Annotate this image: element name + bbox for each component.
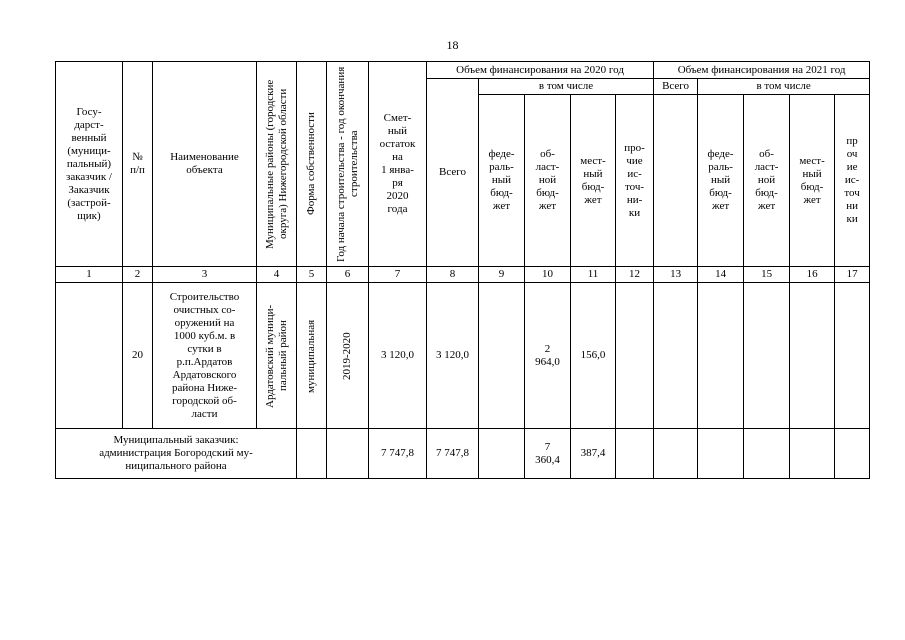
header-local-2020: мест- ный бюд- жет (571, 95, 616, 267)
col-number: 12 (616, 267, 654, 283)
header-federal-2021: феде- раль- ный бюд- жет (698, 95, 744, 267)
col-number: 1 (56, 267, 123, 283)
col-number: 3 (153, 267, 257, 283)
row-district: Ардатовский муници-пальный район (257, 283, 297, 429)
row-ownership: муниципальная (297, 283, 327, 429)
summary-federal-2021 (698, 429, 744, 479)
col-number: 16 (790, 267, 835, 283)
summary-local-2021 (790, 429, 835, 479)
header-other-2020: про- чие ис- точ- ни- ки (616, 95, 654, 267)
header-fin2020: Объем финансирования на 2020 год (427, 62, 654, 79)
header-incl-2020: в том числе (479, 79, 654, 95)
col-number: 5 (297, 267, 327, 283)
header-local-2021: мест- ный бюд- жет (790, 95, 835, 267)
summary-federal-2020 (479, 429, 525, 479)
row-local-2021 (790, 283, 835, 429)
col-number: 11 (571, 267, 616, 283)
col-number: 14 (698, 267, 744, 283)
header-fin2021: Объем финансирования на 2021 год (654, 62, 870, 79)
summary-row (56, 429, 870, 479)
header-regional-2020: об- ласт- ной бюд- жет (525, 95, 571, 267)
row-remaining: 3 120,0 (369, 283, 427, 429)
header-num: № п/п (123, 62, 153, 267)
row-federal-2021 (698, 283, 744, 429)
summary-other-2020 (616, 429, 654, 479)
col-number: 17 (835, 267, 870, 283)
row-local-2020: 156,0 (571, 283, 616, 429)
col-number: 9 (479, 267, 525, 283)
header-total-2020: Всего (427, 79, 479, 267)
row-federal-2020 (479, 283, 525, 429)
summary-regional-2021 (744, 429, 790, 479)
header-empty-2021 (654, 95, 698, 267)
financing-table (55, 61, 870, 479)
summary-total-2020: 7 747,8 (427, 429, 479, 479)
summary-years (327, 429, 369, 479)
header-years: Год начала строительства - год окончания строительства (327, 62, 369, 267)
row-total-2021 (654, 283, 698, 429)
header-district: Муниципальные районы (городские округа) Нижегородской области (257, 62, 297, 267)
header-total-2021: Всего (654, 79, 698, 95)
summary-ownership (297, 429, 327, 479)
col-number: 2 (123, 267, 153, 283)
row-num: 20 (123, 283, 153, 429)
header-federal-2020: феде- раль- ный бюд- жет (479, 95, 525, 267)
row-other-2021 (835, 283, 870, 429)
summary-remaining: 7 747,8 (369, 429, 427, 479)
row-customer (56, 283, 123, 429)
header-regional-2021: об- ласт- ной бюд- жет (744, 95, 790, 267)
page-number: 18 (446, 38, 459, 52)
summary-other-2021 (835, 429, 870, 479)
row-object-name: Строительство очистных со- оружений на 1000 куб.м. в сутки в р.п.Ардатов Ардатовского района Ниже- городской об- ласти (153, 283, 257, 429)
col-number: 10 (525, 267, 571, 283)
row-other-2020 (616, 283, 654, 429)
col-number: 8 (427, 267, 479, 283)
row-regional-2021 (744, 283, 790, 429)
summary-label: Муниципальный заказчик: администрация Богородский му- ниципального района (56, 429, 297, 479)
header-incl-2021: в том числе (698, 79, 870, 95)
header-customer: Госу- дарст- венный (муници- пальный) заказчик / Заказчик (застрой- щик) (56, 62, 123, 267)
column-numbers-row (56, 267, 870, 283)
header-ownership: Форма собственности (297, 62, 327, 267)
row-regional-2020: 2 964,0 (525, 283, 571, 429)
col-number: 6 (327, 267, 369, 283)
summary-total-2021 (654, 429, 698, 479)
table-row (56, 283, 870, 429)
row-years: 2019-2020 (327, 283, 369, 429)
col-number: 13 (654, 267, 698, 283)
col-number: 4 (257, 267, 297, 283)
col-number: 7 (369, 267, 427, 283)
header-remaining: Смет- ный остаток на 1 янва- ря 2020 года (369, 62, 427, 267)
summary-regional-2020: 7 360,4 (525, 429, 571, 479)
row-total-2020: 3 120,0 (427, 283, 479, 429)
col-number: 15 (744, 267, 790, 283)
header-other-2021: пр оч ие ис- точ ни ки (835, 95, 870, 267)
summary-local-2020: 387,4 (571, 429, 616, 479)
header-object-name: Наименование объекта (153, 62, 257, 267)
